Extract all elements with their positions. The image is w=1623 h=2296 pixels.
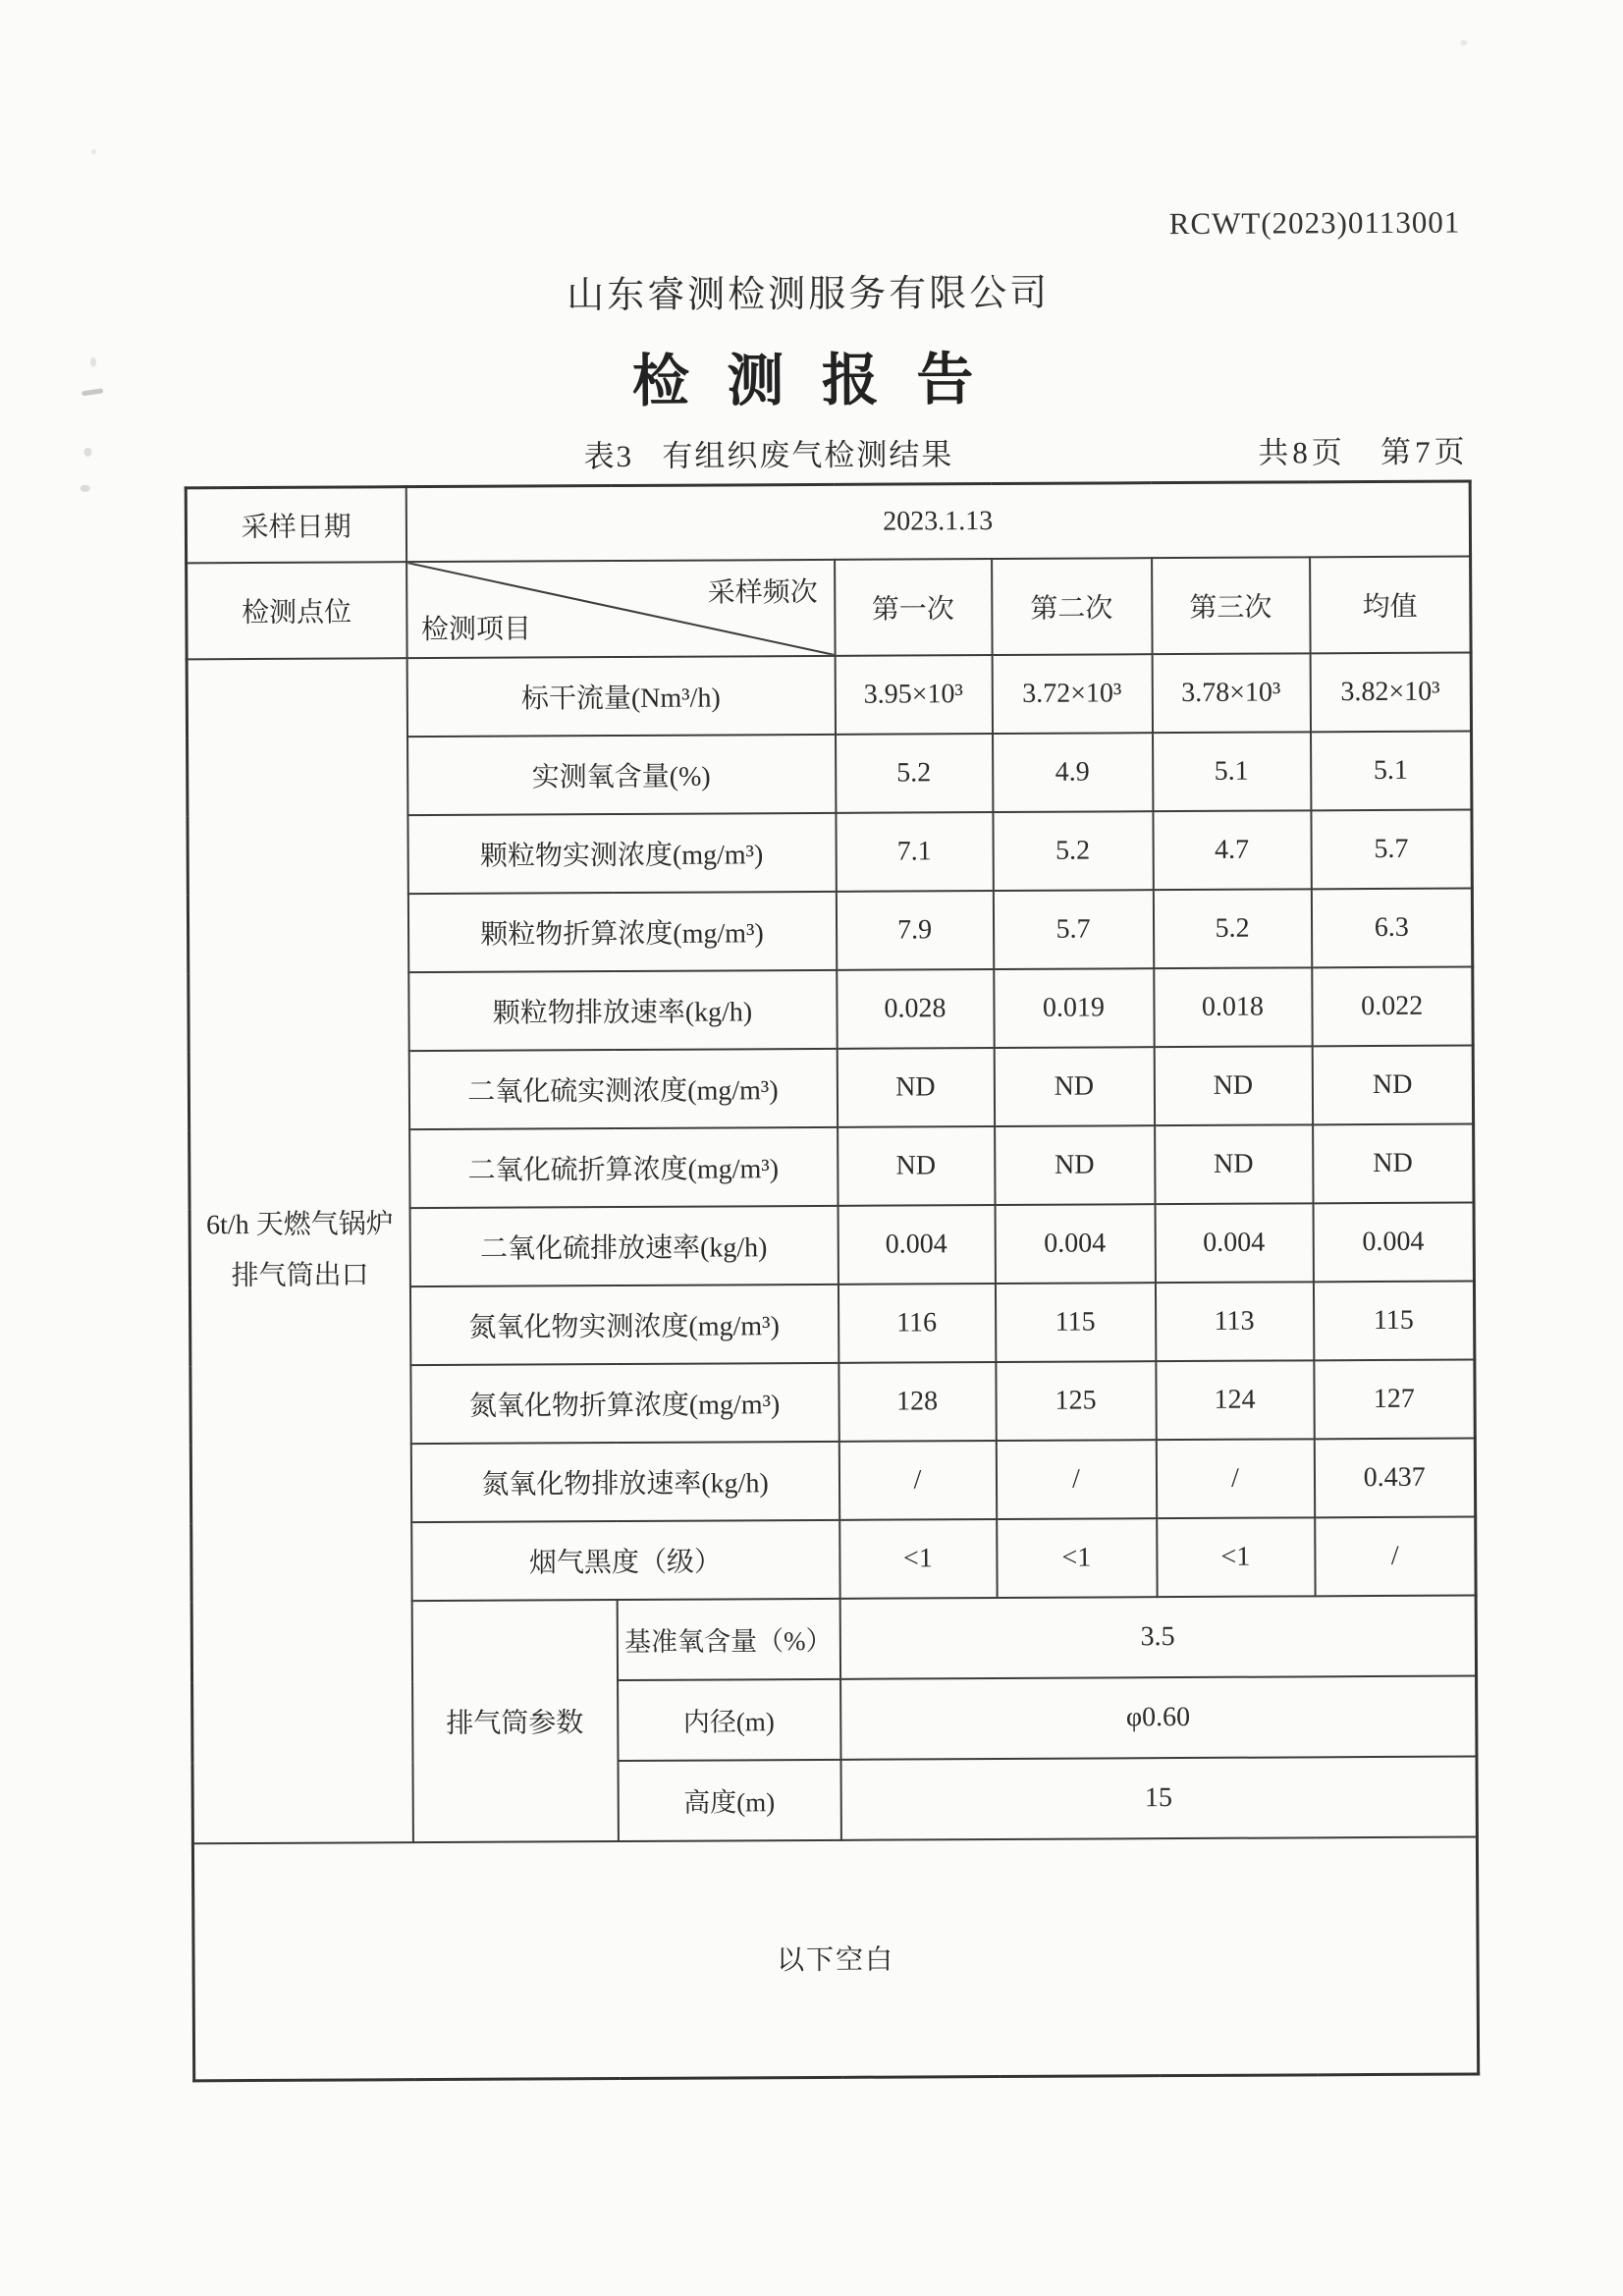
value-cell: / — [839, 1441, 996, 1520]
value-cell: 128 — [839, 1362, 996, 1442]
value-cell: 116 — [838, 1284, 995, 1363]
location-line1: 6t/h 天燃气锅炉 — [206, 1208, 394, 1240]
table-header-row — [187, 556, 1472, 659]
value-cell: 4.7 — [1153, 810, 1311, 890]
value-cell: 113 — [1155, 1282, 1313, 1361]
value-cell: <1 — [1157, 1517, 1315, 1597]
value-cell: 115 — [995, 1283, 1155, 1362]
value-cell: ND — [838, 1126, 995, 1206]
value-cell: 0.004 — [838, 1205, 995, 1285]
item-label: 颗粒物实测浓度(mg/m³) — [407, 812, 836, 893]
value-cell: 127 — [1314, 1359, 1475, 1439]
value-cell: ND — [1313, 1123, 1474, 1203]
value-cell: ND — [1154, 1046, 1312, 1125]
value-cell: ND — [995, 1125, 1155, 1205]
value-cell: ND — [994, 1047, 1154, 1126]
value-cell: 0.437 — [1314, 1438, 1475, 1517]
diagonal-header-cell — [406, 559, 836, 657]
item-label: 烟气黑度（级） — [411, 1519, 839, 1600]
value-cell: 0.022 — [1312, 966, 1473, 1046]
param-value: 15 — [840, 1756, 1477, 1839]
header-average: 均值 — [1310, 556, 1472, 653]
value-cell: 3.95×10³ — [835, 655, 992, 735]
value-cell: 0.019 — [994, 968, 1154, 1048]
value-cell: 0.004 — [1155, 1203, 1313, 1283]
scan-artifact — [1460, 39, 1467, 45]
sampling-date-label: 采样日期 — [186, 487, 406, 563]
report-title: 检 测 报 告 — [631, 348, 986, 413]
diag-label-item: 检测项目 — [420, 613, 532, 645]
param-value: φ0.60 — [840, 1675, 1477, 1759]
sampling-date-value: 2023.1.13 — [406, 481, 1470, 562]
value-cell: <1 — [997, 1518, 1157, 1598]
point-label: 检测点位 — [187, 562, 407, 659]
value-cell: 7.9 — [836, 891, 993, 970]
table-caption-row — [186, 426, 1470, 477]
value-cell: 5.2 — [1153, 889, 1311, 968]
company-name: 山东睿测检测服务有限公司 — [567, 272, 1051, 317]
value-cell: 125 — [996, 1361, 1156, 1441]
item-label: 标干流量(Nm³/h) — [406, 655, 835, 736]
param-value: 3.5 — [839, 1595, 1476, 1678]
param-label: 内径(m) — [618, 1678, 840, 1760]
item-label: 氮氧化物折算浓度(mg/m³) — [410, 1362, 839, 1443]
value-cell: 0.018 — [1154, 967, 1312, 1047]
item-label: 颗粒物排放速率(kg/h) — [408, 969, 837, 1050]
value-cell: 0.004 — [1313, 1202, 1474, 1282]
item-label: 氮氧化物实测浓度(mg/m³) — [409, 1284, 838, 1364]
value-cell: 5.1 — [1153, 732, 1311, 811]
value-cell: ND — [1312, 1045, 1473, 1124]
table-row-blank — [192, 1836, 1478, 2081]
header-first: 第一次 — [835, 559, 993, 656]
location-line2: 排气筒出口 — [231, 1259, 369, 1291]
diag-label-frequency: 采样频次 — [707, 576, 818, 609]
value-cell: / — [1156, 1439, 1314, 1518]
results-table — [185, 479, 1481, 2082]
value-cell: 124 — [1156, 1360, 1314, 1440]
value-cell: ND — [1155, 1124, 1313, 1204]
value-cell: 5.7 — [1311, 809, 1472, 889]
scan-artifact — [83, 448, 91, 457]
value-cell: 115 — [1313, 1281, 1474, 1360]
item-label: 二氧化硫实测浓度(mg/m³) — [408, 1048, 837, 1128]
value-cell: 3.72×10³ — [992, 654, 1152, 734]
item-label: 二氧化硫排放速率(kg/h) — [409, 1205, 838, 1285]
param-label: 高度(m) — [618, 1759, 840, 1840]
value-cell: 0.028 — [837, 969, 994, 1049]
header-second: 第二次 — [992, 558, 1153, 655]
value-cell: / — [1315, 1516, 1476, 1596]
value-cell: / — [996, 1440, 1156, 1519]
value-cell: ND — [837, 1048, 994, 1127]
table-row — [187, 652, 1471, 738]
header-third: 第三次 — [1152, 557, 1311, 654]
value-cell: <1 — [839, 1519, 997, 1599]
scan-artifact — [91, 149, 96, 154]
scan-artifact — [81, 485, 90, 492]
page-indicator: 共8页 第7页 — [1258, 434, 1469, 470]
value-cell: 0.004 — [995, 1204, 1155, 1284]
value-cell: 4.9 — [993, 733, 1153, 812]
table-caption: 表3 有组织废气检测结果 — [583, 437, 954, 474]
value-cell: 5.2 — [836, 734, 993, 813]
value-cell: 5.1 — [1311, 731, 1472, 810]
value-cell: 3.82×10³ — [1310, 652, 1471, 732]
item-label: 颗粒物折算浓度(mg/m³) — [407, 891, 836, 971]
table-row-sampling-date — [186, 481, 1470, 563]
item-label: 氮氧化物排放速率(kg/h) — [410, 1441, 839, 1521]
item-label: 二氧化硫折算浓度(mg/m³) — [409, 1126, 838, 1207]
value-cell: 5.2 — [993, 811, 1153, 891]
value-cell: 7.1 — [836, 812, 993, 892]
value-cell: 3.78×10³ — [1152, 653, 1310, 733]
value-cell: 6.3 — [1311, 888, 1472, 967]
value-cell: 5.7 — [993, 890, 1153, 969]
item-label: 实测氧含量(%) — [407, 734, 836, 814]
stack-params-label: 排气筒参数 — [411, 1600, 618, 1842]
document-number: RCWT(2023)0113001 — [1168, 204, 1461, 242]
param-label: 基准氧含量（%） — [617, 1598, 839, 1679]
footer-note: 以下空白 — [192, 1836, 1478, 2081]
monitoring-point-cell — [187, 658, 412, 1843]
